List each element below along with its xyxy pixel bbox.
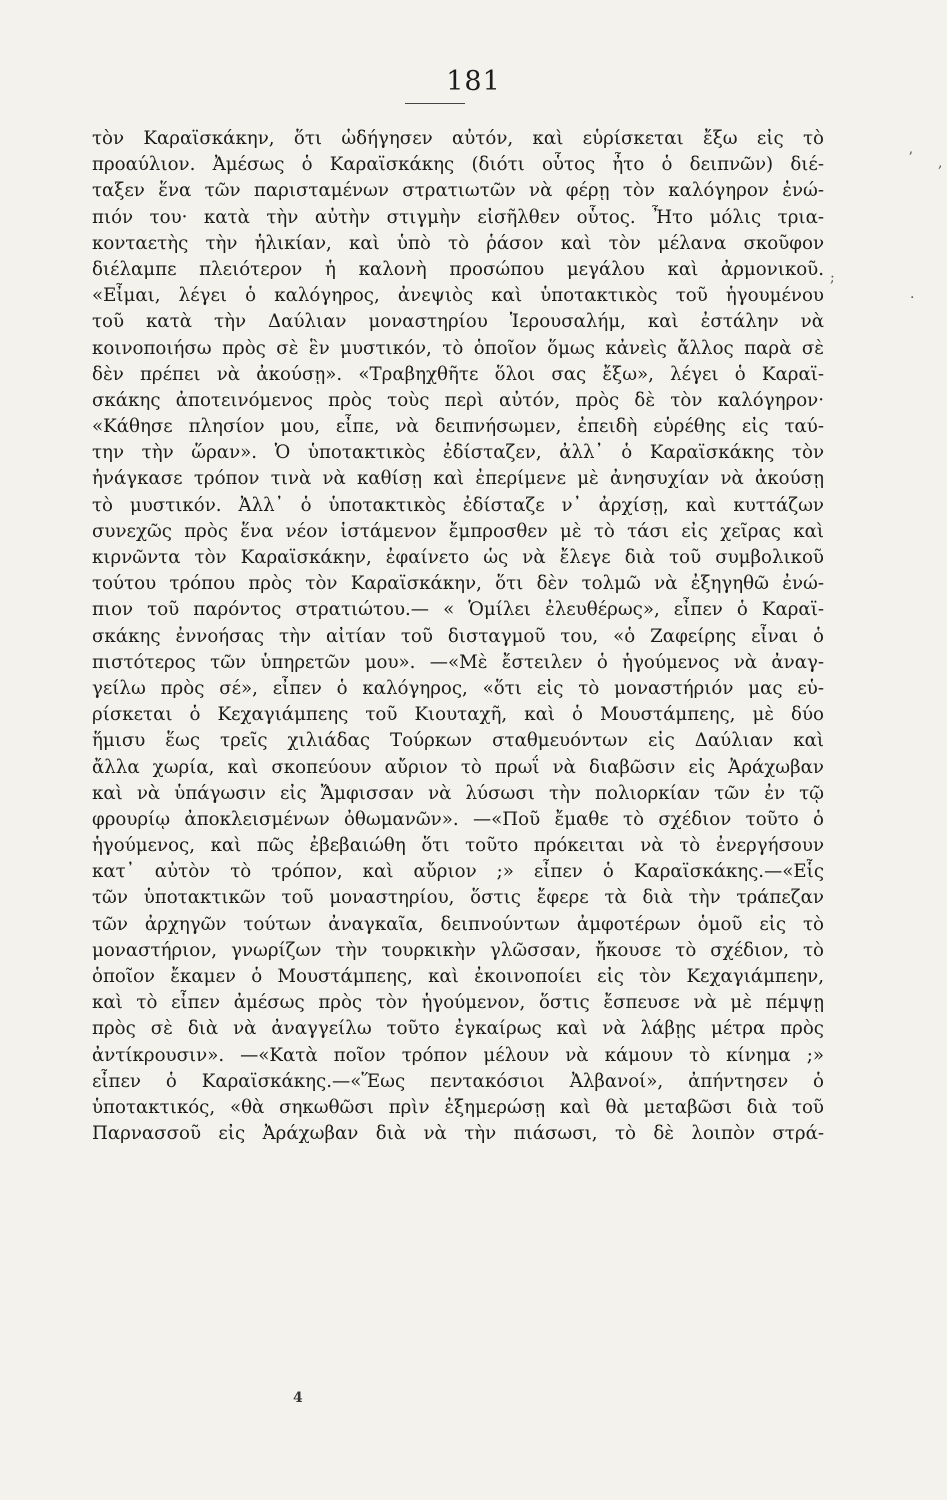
text-line: τούτου τρόπου πρὸς τὸν Καραϊσκάκην, ὅτι δὲν τολμῶ νὰ ἐξηγηθῶ ἐνώ- [92, 573, 824, 595]
text-line: την τὴν ὥραν». Ὁ ὑποτακτικὸς ἐδίσταζεν, ἀλλ᾽ ὁ Καραϊσκάκης τὸν [92, 442, 824, 464]
body-text [92, 126, 824, 1147]
text-line: διέλαμπε πλειότερον ἡ καλονὴ προσώπου μεγάλου καὶ ἀρμονικοῦ. [92, 258, 824, 280]
text-line: τῶν ἀρχηγῶν τούτων ἀναγκαῖα, δειπνούντων ἀμφοτέρων ὁμοῦ εἰς τὸ [92, 913, 824, 935]
text-line: κατ᾽ αὐτὸν τὸ τρόπον, καὶ αὔριον ;» εἶπεν ὁ Καραϊσκάκης.—«Εἷς [92, 861, 824, 883]
text-line: τὸν Καραϊσκάκην, ὅτι ὡδήγησεν αὐτόν, καὶ εὑρίσκεται ἔξω εἰς τὸ [92, 128, 824, 149]
text-line: ἠνάγκασε τρόπον τινὰ νὰ καθίσῃ καὶ ἐπερίμενε μὲ ἀνησυχίαν νὰ ἀκούσῃ [92, 468, 824, 490]
text-line: τῶν ὑποτακτικῶν τοῦ μοναστηρίου, ὅστις ἔφερε τὰ διὰ τὴν τράπεζαν [92, 887, 824, 909]
text-line: τὸ μυστικόν. Ἀλλ᾽ ὁ ὑποτακτικὸς ἐδίσταζε ν᾽ ἀρχίσῃ, καὶ κυττάζων [92, 494, 824, 516]
text-line: ταξεν ἕνα τῶν παρισταμένων στρατιωτῶν νὰ φέρῃ τὸν καλόγηρον ἐνώ- [92, 180, 824, 202]
text-line: δὲν πρέπει νὰ ἀκούσῃ». «Τραβηχθῆτε ὅλοι σας ἔξω», λέγει ὁ Καραϊ- [92, 363, 824, 385]
text-line: προαύλιον. Ἀμέσως ὁ Καραϊσκάκης (διότι οὗτος ἦτο ὁ δειπνῶν) διέ- [92, 154, 824, 176]
text-line: κιρνῶντα τὸν Καραϊσκάκην, ἐφαίνετο ὡς νὰ ἔλεγε διὰ τοῦ συμβολικοῦ [92, 547, 824, 568]
text-line: ἡγούμενος, καὶ πῶς ἐβεβαιώθη ὅτι τοῦτο πρόκειται νὰ τὸ ἐνεργήσουν [92, 835, 824, 857]
margin-speck: · [910, 290, 915, 306]
text-line: ἥμισυ ἕως τρεῖς χιλιάδας Τούρκων σταθμευόντων εἰς Δαύλιαν καὶ [92, 730, 824, 752]
text-line: Παρνασσοῦ εἰς Ἀράχωβαν διὰ νὰ τὴν πιάσωσι, τὸ δὲ λοιπὸν στρά- [92, 1123, 824, 1145]
text-line: σκάκης ἀποτεινόμενος πρὸς τοὺς περὶ αὐτόν, πρὸς δὲ τὸν καλόγηρον· [92, 389, 824, 411]
text-line: ὁποῖον ἔκαμεν ὁ Μουστάμπεης, καὶ ἐκοινοποίει εἰς τὸν Κεχαγιάμπεην, [92, 966, 824, 987]
text-line: καὶ νὰ ὑπάγωσιν εἰς Ἄμφισσαν νὰ λύσωσι τὴν πολιορκίαν τῶν ἐν τῷ [92, 782, 824, 804]
text-line: μοναστήριον, γνωρίζων τὴν τουρκικὴν γλῶσσαν, ἤκουσε τὸ σχέδιον, τὸ [92, 939, 824, 961]
margin-speck: ; [830, 270, 835, 286]
text-line: τοῦ κατὰ τὴν Δαύλιαν μοναστηρίου Ἱερουσαλήμ, καὶ ἐστάλην νὰ [92, 311, 824, 333]
text-line: ἄλλα χωρία, καὶ σκοπεύουν αὔριον τὸ πρωΐ νὰ διαβῶσιν εἰς Ἀράχωβαν [92, 756, 824, 778]
text-line: «Εἶμαι, λέγει ὁ καλόγηρος, ἀνεψιὸς καὶ ὑποτακτικὸς τοῦ ἡγουμένου [92, 285, 824, 307]
text-line: πιόν του· κατὰ τὴν αὐτὴν στιγμὴν εἰσῆλθεν οὗτος. Ἦτο μόλις τρια- [92, 206, 824, 228]
text-line: συνεχῶς πρὸς ἕνα νέον ἱστάμενον ἔμπροσθεν μὲ τὸ τάσι εἰς χεῖρας καὶ [92, 520, 824, 542]
page-number: 181 [446, 66, 501, 97]
margin-speck: , [938, 155, 943, 171]
text-line: κοινοποιήσω πρὸς σὲ ἓν μυστικόν, τὸ ὁποῖον ὅμως κἀνεὶς ἄλλος παρὰ σὲ [92, 337, 824, 359]
text-line: πρὸς σὲ διὰ νὰ ἀναγγείλω τοῦτο ἐγκαίρως καὶ νὰ λάβῃς μέτρα πρὸς [92, 1018, 824, 1040]
text-line: καὶ τὸ εἶπεν ἀμέσως πρὸς τὸν ἡγούμενον, ὅστις ἔσπευσε νὰ μὲ πέμψῃ [92, 992, 824, 1014]
text-line: φρουρίῳ ἀποκλεισμένων ὀθωμανῶν». —«Ποῦ ἔμαθε τὸ σχέδιον τοῦτο ὁ [92, 808, 824, 830]
text-line: ἀντίκρουσιν». —«Κατὰ ποῖον τρόπον μέλουν νὰ κάμουν τὸ κίνημα ;» [92, 1044, 824, 1066]
text-line: γείλω πρὸς σέ», εἶπεν ὁ καλόγηρος, «ὅτι εἰς τὸ μοναστήριόν μας εὑ- [92, 677, 824, 699]
text-line: «Κάθησε πλησίον μου, εἶπε, νὰ δειπνήσωμεν, ἐπειδὴ εὑρέθης εἰς ταύ- [92, 416, 824, 438]
text-line: ὑποτακτικός, «θὰ σηκωθῶσι πρὶν ἐξημερώσῃ καὶ θὰ μεταβῶσι διὰ τοῦ [92, 1096, 824, 1118]
text-line: σκάκης ἐννοήσας τὴν αἰτίαν τοῦ δισταγμοῦ του, «ὁ Ζαφείρης εἶναι ὁ [92, 625, 824, 647]
signature-mark: 4 [293, 1390, 303, 1406]
text-line: ρίσκεται ὁ Κεχαγιάμπεης τοῦ Κιουταχῆ, καὶ ὁ Μουστάμπεης, μὲ δύο [92, 704, 824, 726]
text-line: κονταετὴς τὴν ἡλικίαν, καὶ ὑπὸ τὸ ῥάσον καὶ τὸν μέλανα σκοῦφον [92, 232, 824, 254]
margin-speck: ʼ [908, 150, 913, 166]
text-line: εἶπεν ὁ Καραϊσκάκης.—«Ἕως πεντακόσιοι Ἀλβανοί», ἀπήντησεν ὁ [92, 1070, 824, 1092]
text-line: πιον τοῦ παρόντος στρατιώτου.— « Ὁμίλει ἐλευθέρως», εἶπεν ὁ Καραϊ- [92, 599, 824, 621]
page-number-underline [405, 103, 465, 104]
text-line: πιστότερος τῶν ὑπηρετῶν μου». —«Μὲ ἔστειλεν ὁ ἡγούμενος νὰ ἀναγ- [92, 651, 824, 673]
